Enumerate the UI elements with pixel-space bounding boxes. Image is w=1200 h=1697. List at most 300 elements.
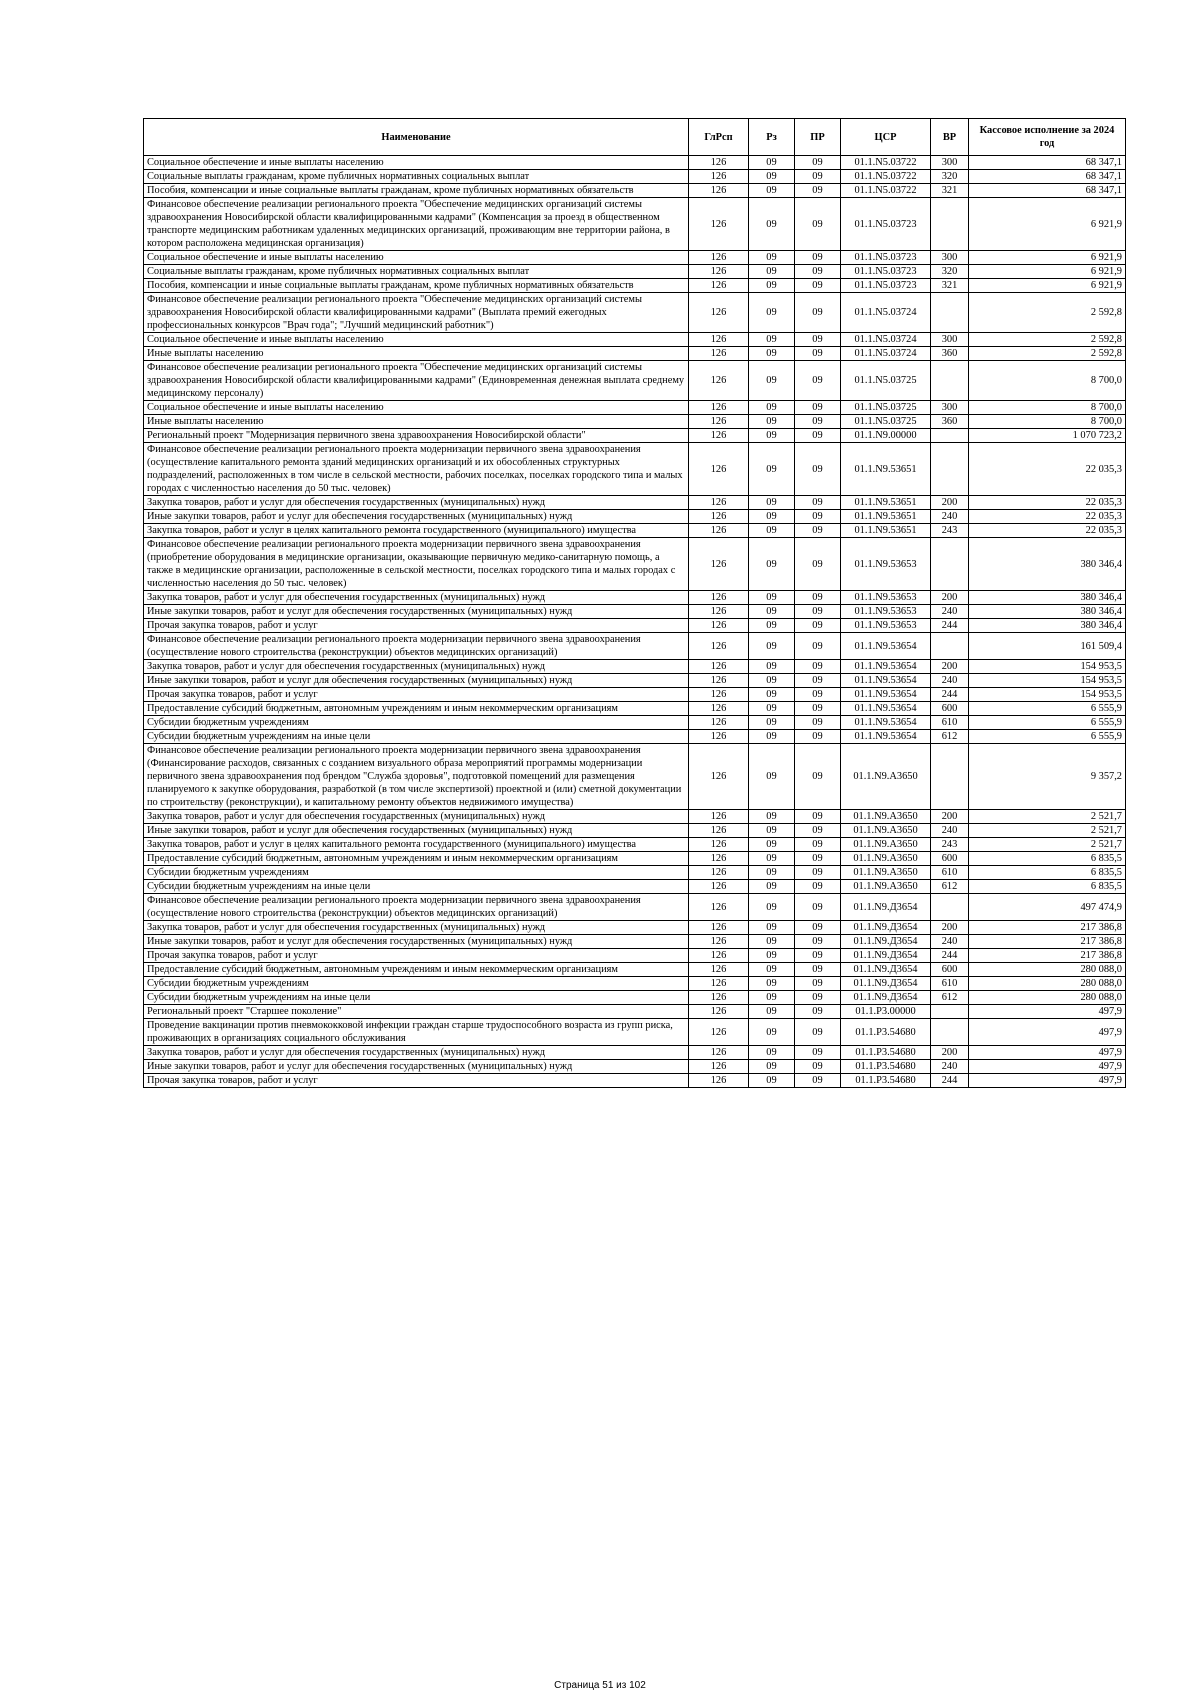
cell-vr: 300 bbox=[931, 401, 969, 415]
table-row bbox=[144, 429, 1126, 443]
table-row bbox=[144, 415, 1126, 429]
cell-grp: 126 bbox=[689, 977, 749, 991]
cell-amount: 6 921,9 bbox=[969, 265, 1126, 279]
cell-amount: 68 347,1 bbox=[969, 156, 1126, 170]
cell-csr: 01.1.N9.53654 bbox=[841, 702, 931, 716]
cell-name: Иные закупки товаров, работ и услуг для обеспечения государственных (муниципальных) нужд bbox=[144, 674, 689, 688]
cell-amount: 2 521,7 bbox=[969, 810, 1126, 824]
cell-pr: 09 bbox=[795, 963, 841, 977]
cell-csr: 01.1.N9.A3650 bbox=[841, 852, 931, 866]
cell-grp: 126 bbox=[689, 443, 749, 496]
cell-amount: 9 357,2 bbox=[969, 744, 1126, 810]
table-row bbox=[144, 633, 1126, 660]
cell-amount: 6 921,9 bbox=[969, 198, 1126, 251]
cell-csr: 01.1.N9.A3650 bbox=[841, 810, 931, 824]
cell-csr: 01.1.N9.53654 bbox=[841, 633, 931, 660]
cell-vr bbox=[931, 293, 969, 333]
cell-vr bbox=[931, 894, 969, 921]
table-row bbox=[144, 810, 1126, 824]
cell-pr: 09 bbox=[795, 949, 841, 963]
cell-rz: 09 bbox=[749, 991, 795, 1005]
table-row bbox=[144, 251, 1126, 265]
cell-pr: 09 bbox=[795, 619, 841, 633]
cell-name: Закупка товаров, работ и услуг для обеспечения государственных (муниципальных) нужд bbox=[144, 1046, 689, 1060]
cell-pr: 09 bbox=[795, 251, 841, 265]
cell-name: Закупка товаров, работ и услуг для обеспечения государственных (муниципальных) нужд bbox=[144, 921, 689, 935]
cell-pr: 09 bbox=[795, 838, 841, 852]
cell-vr: 200 bbox=[931, 660, 969, 674]
cell-rz: 09 bbox=[749, 591, 795, 605]
cell-csr: 01.1.N9.Д3654 bbox=[841, 977, 931, 991]
cell-name: Финансовое обеспечение реализации регионального проекта модернизации первичного звена здравоохранения (Финансирование расходов, связанных с созданием визуального образа мероприятий программы модернизации первичного звена здравоохранения под брендом "Служба здоровья", подготовкой помещений для размещения планируемого к закупке оборудования, разработкой (в том числе экспертизой) проектной и (или) сметной документации по строительству (реконструкции), и капитальному ремонту объектов недвижимого имущества) bbox=[144, 744, 689, 810]
cell-name: Предоставление субсидий бюджетным, автономным учреждениям и иным некоммерческим организациям bbox=[144, 702, 689, 716]
cell-rz: 09 bbox=[749, 401, 795, 415]
cell-grp: 126 bbox=[689, 660, 749, 674]
cell-name: Прочая закупка товаров, работ и услуг bbox=[144, 619, 689, 633]
cell-grp: 126 bbox=[689, 184, 749, 198]
cell-pr: 09 bbox=[795, 1060, 841, 1074]
cell-pr: 09 bbox=[795, 674, 841, 688]
cell-rz: 09 bbox=[749, 633, 795, 660]
cell-pr: 09 bbox=[795, 538, 841, 591]
cell-rz: 09 bbox=[749, 880, 795, 894]
cell-grp: 126 bbox=[689, 838, 749, 852]
cell-rz: 09 bbox=[749, 415, 795, 429]
cell-name: Субсидии бюджетным учреждениям bbox=[144, 866, 689, 880]
cell-grp: 126 bbox=[689, 688, 749, 702]
cell-grp: 126 bbox=[689, 1019, 749, 1046]
table-header-row bbox=[144, 119, 1126, 156]
cell-rz: 09 bbox=[749, 935, 795, 949]
header-rz: Рз bbox=[749, 119, 795, 156]
cell-csr: 01.1.N9.53651 bbox=[841, 524, 931, 538]
cell-amount: 280 088,0 bbox=[969, 963, 1126, 977]
cell-csr: 01.1.N9.53654 bbox=[841, 674, 931, 688]
table-row bbox=[144, 702, 1126, 716]
cell-csr: 01.1.P3.54680 bbox=[841, 1046, 931, 1060]
cell-grp: 126 bbox=[689, 1005, 749, 1019]
cell-rz: 09 bbox=[749, 510, 795, 524]
cell-rz: 09 bbox=[749, 894, 795, 921]
cell-csr: 01.1.N9.53654 bbox=[841, 730, 931, 744]
cell-amount: 22 035,3 bbox=[969, 524, 1126, 538]
cell-grp: 126 bbox=[689, 293, 749, 333]
cell-vr: 600 bbox=[931, 963, 969, 977]
cell-name: Закупка товаров, работ и услуг в целях капитального ремонта государственного (муниципального) имущества bbox=[144, 524, 689, 538]
cell-grp: 126 bbox=[689, 633, 749, 660]
cell-amount: 2 592,8 bbox=[969, 347, 1126, 361]
cell-csr: 01.1.N9.Д3654 bbox=[841, 991, 931, 1005]
cell-amount: 280 088,0 bbox=[969, 991, 1126, 1005]
header-name: Наименование bbox=[144, 119, 689, 156]
cell-name: Социальные выплаты гражданам, кроме публичных нормативных социальных выплат bbox=[144, 265, 689, 279]
cell-amount: 1 070 723,2 bbox=[969, 429, 1126, 443]
cell-rz: 09 bbox=[749, 716, 795, 730]
table-row bbox=[144, 279, 1126, 293]
cell-name: Социальное обеспечение и иные выплаты населению bbox=[144, 251, 689, 265]
cell-name: Социальные выплаты гражданам, кроме публичных нормативных социальных выплат bbox=[144, 170, 689, 184]
cell-grp: 126 bbox=[689, 866, 749, 880]
cell-pr: 09 bbox=[795, 591, 841, 605]
cell-name: Финансовое обеспечение реализации регионального проекта "Обеспечение медицинских организаций системы здравоохранения Новосибирской области квалифицированными кадрами" (Компенсация за проезд в общественном транспорте медицинским работникам удаленных медицинских организаций, проживающим вне территории района, в котором расположена медицинская организация) bbox=[144, 198, 689, 251]
cell-rz: 09 bbox=[749, 838, 795, 852]
cell-pr: 09 bbox=[795, 688, 841, 702]
table-row bbox=[144, 716, 1126, 730]
cell-grp: 126 bbox=[689, 1046, 749, 1060]
cell-rz: 09 bbox=[749, 538, 795, 591]
cell-amount: 8 700,0 bbox=[969, 361, 1126, 401]
cell-pr: 09 bbox=[795, 279, 841, 293]
cell-csr: 01.1.N5.03723 bbox=[841, 279, 931, 293]
cell-rz: 09 bbox=[749, 496, 795, 510]
cell-amount: 217 386,8 bbox=[969, 949, 1126, 963]
table-row bbox=[144, 730, 1126, 744]
cell-pr: 09 bbox=[795, 605, 841, 619]
cell-name: Иные выплаты населению bbox=[144, 347, 689, 361]
cell-amount: 380 346,4 bbox=[969, 591, 1126, 605]
cell-grp: 126 bbox=[689, 1060, 749, 1074]
table-row bbox=[144, 591, 1126, 605]
cell-vr: 244 bbox=[931, 688, 969, 702]
cell-rz: 09 bbox=[749, 688, 795, 702]
cell-vr bbox=[931, 538, 969, 591]
cell-rz: 09 bbox=[749, 265, 795, 279]
cell-pr: 09 bbox=[795, 265, 841, 279]
cell-pr: 09 bbox=[795, 977, 841, 991]
header-amount: Кассовое исполнение за 2024 год bbox=[969, 119, 1126, 156]
cell-name: Иные закупки товаров, работ и услуг для обеспечения государственных (муниципальных) нужд bbox=[144, 824, 689, 838]
cell-vr: 200 bbox=[931, 810, 969, 824]
cell-name: Пособия, компенсации и иные социальные выплаты гражданам, кроме публичных нормативных обязательств bbox=[144, 184, 689, 198]
cell-grp: 126 bbox=[689, 591, 749, 605]
cell-rz: 09 bbox=[749, 730, 795, 744]
cell-amount: 6 835,5 bbox=[969, 880, 1126, 894]
cell-amount: 2 592,8 bbox=[969, 293, 1126, 333]
cell-name: Финансовое обеспечение реализации регионального проекта "Обеспечение медицинских организаций системы здравоохранения Новосибирской области квалифицированными кадрами" (Единовременная денежная выплата среднему медицинскому персоналу) bbox=[144, 361, 689, 401]
cell-amount: 497,9 bbox=[969, 1046, 1126, 1060]
cell-grp: 126 bbox=[689, 347, 749, 361]
cell-csr: 01.1.N9.53654 bbox=[841, 716, 931, 730]
cell-pr: 09 bbox=[795, 1046, 841, 1060]
cell-rz: 09 bbox=[749, 443, 795, 496]
cell-pr: 09 bbox=[795, 1005, 841, 1019]
cell-vr: 600 bbox=[931, 702, 969, 716]
cell-grp: 126 bbox=[689, 894, 749, 921]
table-row bbox=[144, 605, 1126, 619]
cell-pr: 09 bbox=[795, 347, 841, 361]
cell-amount: 68 347,1 bbox=[969, 170, 1126, 184]
cell-pr: 09 bbox=[795, 361, 841, 401]
table-row bbox=[144, 619, 1126, 633]
table-row bbox=[144, 265, 1126, 279]
cell-pr: 09 bbox=[795, 935, 841, 949]
cell-csr: 01.1.N5.03723 bbox=[841, 251, 931, 265]
table-row bbox=[144, 852, 1126, 866]
table-row bbox=[144, 688, 1126, 702]
cell-pr: 09 bbox=[795, 660, 841, 674]
cell-vr: 612 bbox=[931, 991, 969, 1005]
cell-grp: 126 bbox=[689, 963, 749, 977]
cell-csr: 01.1.N5.03725 bbox=[841, 401, 931, 415]
cell-vr: 300 bbox=[931, 156, 969, 170]
cell-csr: 01.1.N9.53653 bbox=[841, 591, 931, 605]
cell-pr: 09 bbox=[795, 702, 841, 716]
cell-vr: 360 bbox=[931, 347, 969, 361]
cell-name: Прочая закупка товаров, работ и услуг bbox=[144, 1074, 689, 1088]
cell-pr: 09 bbox=[795, 866, 841, 880]
cell-vr: 243 bbox=[931, 838, 969, 852]
cell-grp: 126 bbox=[689, 605, 749, 619]
cell-vr: 610 bbox=[931, 866, 969, 880]
cell-pr: 09 bbox=[795, 496, 841, 510]
cell-csr: 01.1.N5.03722 bbox=[841, 184, 931, 198]
cell-name: Субсидии бюджетным учреждениям bbox=[144, 716, 689, 730]
cell-grp: 126 bbox=[689, 935, 749, 949]
cell-amount: 6 555,9 bbox=[969, 730, 1126, 744]
table-row bbox=[144, 1046, 1126, 1060]
cell-vr: 200 bbox=[931, 591, 969, 605]
cell-vr: 200 bbox=[931, 1046, 969, 1060]
cell-grp: 126 bbox=[689, 251, 749, 265]
table-row bbox=[144, 744, 1126, 810]
cell-amount: 6 921,9 bbox=[969, 279, 1126, 293]
cell-pr: 09 bbox=[795, 293, 841, 333]
cell-rz: 09 bbox=[749, 361, 795, 401]
cell-grp: 126 bbox=[689, 510, 749, 524]
table-row bbox=[144, 347, 1126, 361]
cell-amount: 6 555,9 bbox=[969, 702, 1126, 716]
cell-pr: 09 bbox=[795, 415, 841, 429]
cell-grp: 126 bbox=[689, 524, 749, 538]
cell-csr: 01.1.N9.A3650 bbox=[841, 880, 931, 894]
cell-rz: 09 bbox=[749, 524, 795, 538]
table-row bbox=[144, 198, 1126, 251]
cell-rz: 09 bbox=[749, 156, 795, 170]
cell-grp: 126 bbox=[689, 852, 749, 866]
cell-amount: 22 035,3 bbox=[969, 510, 1126, 524]
cell-csr: 01.1.N9.Д3654 bbox=[841, 935, 931, 949]
cell-csr: 01.1.P3.54680 bbox=[841, 1074, 931, 1088]
table-row bbox=[144, 935, 1126, 949]
cell-name: Закупка товаров, работ и услуг для обеспечения государственных (муниципальных) нужд bbox=[144, 660, 689, 674]
cell-name: Иные выплаты населению bbox=[144, 415, 689, 429]
cell-name: Иные закупки товаров, работ и услуг для обеспечения государственных (муниципальных) нужд bbox=[144, 510, 689, 524]
budget-table bbox=[143, 118, 1126, 1088]
cell-rz: 09 bbox=[749, 852, 795, 866]
cell-csr: 01.1.N9.A3650 bbox=[841, 824, 931, 838]
cell-rz: 09 bbox=[749, 605, 795, 619]
cell-grp: 126 bbox=[689, 730, 749, 744]
cell-amount: 22 035,3 bbox=[969, 443, 1126, 496]
cell-rz: 09 bbox=[749, 977, 795, 991]
table-row bbox=[144, 949, 1126, 963]
cell-rz: 09 bbox=[749, 619, 795, 633]
cell-amount: 154 953,5 bbox=[969, 688, 1126, 702]
cell-vr: 360 bbox=[931, 415, 969, 429]
cell-name: Региональный проект "Модернизация первичного звена здравоохранения Новосибирской области" bbox=[144, 429, 689, 443]
cell-rz: 09 bbox=[749, 744, 795, 810]
cell-vr: 244 bbox=[931, 949, 969, 963]
cell-vr bbox=[931, 361, 969, 401]
cell-vr: 612 bbox=[931, 730, 969, 744]
cell-vr: 320 bbox=[931, 170, 969, 184]
cell-name: Финансовое обеспечение реализации регионального проекта "Обеспечение медицинских организаций системы здравоохранения Новосибирской области квалифицированными кадрами" (Выплата премий ежегодных профессиональных конкурсов "Врач года"; "Лучший медицинский работник") bbox=[144, 293, 689, 333]
cell-rz: 09 bbox=[749, 1074, 795, 1088]
table-row bbox=[144, 838, 1126, 852]
cell-grp: 126 bbox=[689, 279, 749, 293]
header-csr: ЦСР bbox=[841, 119, 931, 156]
cell-pr: 09 bbox=[795, 156, 841, 170]
cell-amount: 8 700,0 bbox=[969, 415, 1126, 429]
cell-vr: 240 bbox=[931, 824, 969, 838]
cell-name: Социальное обеспечение и иные выплаты населению bbox=[144, 156, 689, 170]
cell-grp: 126 bbox=[689, 401, 749, 415]
cell-csr: 01.1.N9.Д3654 bbox=[841, 921, 931, 935]
cell-csr: 01.1.P3.00000 bbox=[841, 1005, 931, 1019]
cell-rz: 09 bbox=[749, 170, 795, 184]
cell-name: Проведение вакцинации против пневмококковой инфекции граждан старше трудоспособного возраста из групп риска, проживающих в организациях социального обслуживания bbox=[144, 1019, 689, 1046]
document-sheet bbox=[143, 118, 1125, 1088]
cell-csr: 01.1.N9.53651 bbox=[841, 496, 931, 510]
cell-pr: 09 bbox=[795, 429, 841, 443]
cell-grp: 126 bbox=[689, 991, 749, 1005]
cell-amount: 497,9 bbox=[969, 1074, 1126, 1088]
table-row bbox=[144, 443, 1126, 496]
cell-name: Финансовое обеспечение реализации регионального проекта модернизации первичного звена здравоохранения (осуществление нового строительства (реконструкции) объектов медицинских организаций) bbox=[144, 894, 689, 921]
cell-grp: 126 bbox=[689, 198, 749, 251]
table-row bbox=[144, 1074, 1126, 1088]
table-row bbox=[144, 894, 1126, 921]
cell-name: Субсидии бюджетным учреждениям на иные цели bbox=[144, 880, 689, 894]
cell-grp: 126 bbox=[689, 496, 749, 510]
table-row bbox=[144, 401, 1126, 415]
cell-rz: 09 bbox=[749, 429, 795, 443]
cell-name: Иные закупки товаров, работ и услуг для обеспечения государственных (муниципальных) нужд bbox=[144, 1060, 689, 1074]
cell-pr: 09 bbox=[795, 894, 841, 921]
cell-csr: 01.1.N5.03724 bbox=[841, 347, 931, 361]
cell-name: Субсидии бюджетным учреждениям на иные цели bbox=[144, 991, 689, 1005]
cell-vr: 240 bbox=[931, 605, 969, 619]
cell-csr: 01.1.N9.Д3654 bbox=[841, 894, 931, 921]
cell-csr: 01.1.N9.A3650 bbox=[841, 838, 931, 852]
cell-rz: 09 bbox=[749, 347, 795, 361]
table-row bbox=[144, 510, 1126, 524]
cell-vr: 244 bbox=[931, 619, 969, 633]
cell-grp: 126 bbox=[689, 716, 749, 730]
cell-csr: 01.1.N9.Д3654 bbox=[841, 963, 931, 977]
cell-pr: 09 bbox=[795, 991, 841, 1005]
cell-pr: 09 bbox=[795, 333, 841, 347]
cell-vr: 240 bbox=[931, 1060, 969, 1074]
table-row bbox=[144, 538, 1126, 591]
table-row bbox=[144, 977, 1126, 991]
header-pr: ПР bbox=[795, 119, 841, 156]
cell-name: Предоставление субсидий бюджетным, автономным учреждениям и иным некоммерческим организациям bbox=[144, 963, 689, 977]
table-row bbox=[144, 361, 1126, 401]
cell-name: Финансовое обеспечение реализации регионального проекта модернизации первичного звена здравоохранения (осуществление нового строительства (реконструкции) объектов медицинских организаций) bbox=[144, 633, 689, 660]
cell-grp: 126 bbox=[689, 265, 749, 279]
cell-name: Иные закупки товаров, работ и услуг для обеспечения государственных (муниципальных) нужд bbox=[144, 605, 689, 619]
cell-rz: 09 bbox=[749, 921, 795, 935]
cell-amount: 2 521,7 bbox=[969, 838, 1126, 852]
cell-amount: 380 346,4 bbox=[969, 619, 1126, 633]
cell-amount: 8 700,0 bbox=[969, 401, 1126, 415]
cell-csr: 01.1.N5.03725 bbox=[841, 415, 931, 429]
cell-rz: 09 bbox=[749, 824, 795, 838]
cell-rz: 09 bbox=[749, 1019, 795, 1046]
cell-vr: 200 bbox=[931, 496, 969, 510]
cell-amount: 497 474,9 bbox=[969, 894, 1126, 921]
cell-rz: 09 bbox=[749, 333, 795, 347]
cell-vr: 612 bbox=[931, 880, 969, 894]
cell-pr: 09 bbox=[795, 184, 841, 198]
cell-amount: 217 386,8 bbox=[969, 935, 1126, 949]
cell-name: Закупка товаров, работ и услуг для обеспечения государственных (муниципальных) нужд bbox=[144, 810, 689, 824]
cell-pr: 09 bbox=[795, 633, 841, 660]
cell-amount: 6 555,9 bbox=[969, 716, 1126, 730]
cell-grp: 126 bbox=[689, 810, 749, 824]
cell-pr: 09 bbox=[795, 880, 841, 894]
cell-csr: 01.1.N9.Д3654 bbox=[841, 949, 931, 963]
table-row bbox=[144, 293, 1126, 333]
cell-grp: 126 bbox=[689, 949, 749, 963]
cell-vr: 321 bbox=[931, 184, 969, 198]
cell-amount: 6 835,5 bbox=[969, 866, 1126, 880]
cell-amount: 380 346,4 bbox=[969, 538, 1126, 591]
cell-amount: 6 835,5 bbox=[969, 852, 1126, 866]
cell-rz: 09 bbox=[749, 810, 795, 824]
table-row bbox=[144, 184, 1126, 198]
cell-name: Закупка товаров, работ и услуг для обеспечения государственных (муниципальных) нужд bbox=[144, 591, 689, 605]
cell-grp: 126 bbox=[689, 824, 749, 838]
table-row bbox=[144, 524, 1126, 538]
table-row bbox=[144, 1019, 1126, 1046]
cell-vr: 321 bbox=[931, 279, 969, 293]
cell-csr: 01.1.N9.53651 bbox=[841, 443, 931, 496]
cell-amount: 68 347,1 bbox=[969, 184, 1126, 198]
cell-name: Финансовое обеспечение реализации регионального проекта модернизации первичного звена здравоохранения (приобретение оборудования в медицинские организации, оказывающие первичную медико-санитарную помощь, а также в медицинские организации, расположенные в сельской местности, поселках городского типа и малых городах с численностью населения до 50 тыс. человек) bbox=[144, 538, 689, 591]
cell-vr: 610 bbox=[931, 977, 969, 991]
table-row bbox=[144, 963, 1126, 977]
cell-csr: 01.1.N9.53653 bbox=[841, 605, 931, 619]
cell-vr: 240 bbox=[931, 510, 969, 524]
cell-pr: 09 bbox=[795, 921, 841, 935]
cell-pr: 09 bbox=[795, 852, 841, 866]
cell-vr: 320 bbox=[931, 265, 969, 279]
cell-amount: 497,9 bbox=[969, 1060, 1126, 1074]
cell-grp: 126 bbox=[689, 333, 749, 347]
cell-pr: 09 bbox=[795, 810, 841, 824]
cell-name: Пособия, компенсации и иные социальные выплаты гражданам, кроме публичных нормативных обязательств bbox=[144, 279, 689, 293]
cell-vr bbox=[931, 744, 969, 810]
table-row bbox=[144, 866, 1126, 880]
cell-vr: 610 bbox=[931, 716, 969, 730]
table-row bbox=[144, 660, 1126, 674]
table-row bbox=[144, 674, 1126, 688]
cell-vr bbox=[931, 1005, 969, 1019]
cell-rz: 09 bbox=[749, 279, 795, 293]
cell-vr: 600 bbox=[931, 852, 969, 866]
cell-rz: 09 bbox=[749, 866, 795, 880]
header-vr: ВР bbox=[931, 119, 969, 156]
cell-name: Закупка товаров, работ и услуг в целях капитального ремонта государственного (муниципального) имущества bbox=[144, 838, 689, 852]
cell-name: Предоставление субсидий бюджетным, автономным учреждениям и иным некоммерческим организациям bbox=[144, 852, 689, 866]
cell-grp: 126 bbox=[689, 619, 749, 633]
cell-amount: 6 921,9 bbox=[969, 251, 1126, 265]
cell-grp: 126 bbox=[689, 170, 749, 184]
cell-pr: 09 bbox=[795, 1019, 841, 1046]
cell-csr: 01.1.N9.A3650 bbox=[841, 866, 931, 880]
